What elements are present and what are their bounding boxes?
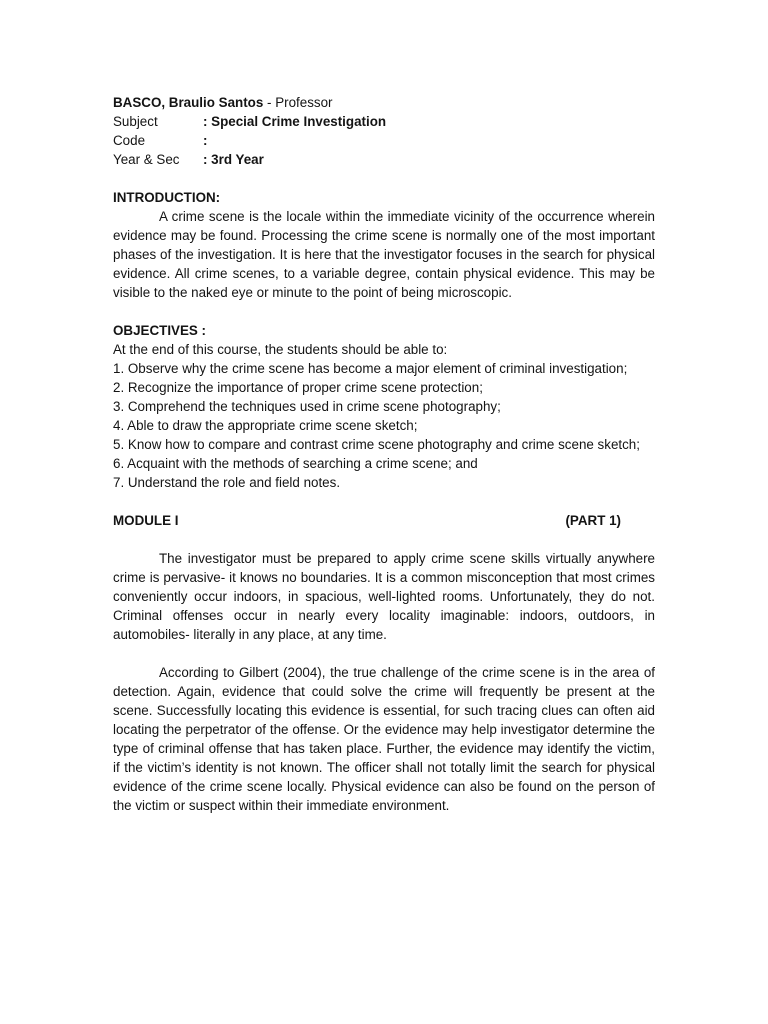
professor-role: - Professor [263, 95, 333, 110]
code-label: Code [113, 133, 146, 148]
module-paragraph: According to Gilbert (2004), the true challenge of the crime scene is in the area of detection. Again, evidence that could solve the crime will frequently be present at the scene. Successfully locating this evidence is essential, for such tracing clues can often aid locating the perpetrator of the offense. Or the evidence may help investigator determine the type of criminal offense that has taken place. Further, the evidence may identify the victim, if the victim’s identity is not known. The officer shall not totally limit the search for physical evidence of the crime scene locally. Physical evidence can also be found on the person of the victim or suspect within their immediate environment. [113, 665, 655, 813]
year-value: : 3rd Year [203, 152, 264, 167]
objective-item: 2. Recognize the importance of proper crime scene protection; [113, 380, 483, 395]
objective-item: 5. Know how to compare and contrast crime scene photography and crime scene sketch; [113, 437, 640, 452]
document-page [113, 93, 655, 815]
introduction-heading: INTRODUCTION: [113, 190, 221, 205]
code-value: : [203, 133, 208, 148]
module-section [113, 511, 655, 815]
objectives-lead: At the end of this course, the students should be able to: [113, 342, 448, 357]
module-title: MODULE I [113, 513, 179, 528]
introduction-section [113, 188, 655, 302]
subject-label: Subject [113, 114, 158, 129]
year-row [113, 150, 655, 169]
header-block [113, 93, 655, 169]
module-paragraph: The investigator must be prepared to apply crime scene skills virtually anywhere crime is pervasive- it knows no boundaries. It is a common misconception that most crimes conveniently occur indoors, in spacious, well-lighted rooms. Unfortunately, they do not. Criminal offenses occur in nearly every locality imaginable: indoors, outdoors, in automobiles- literally in any place, at any time. [113, 551, 655, 642]
code-row [113, 131, 655, 150]
year-label: Year & Sec [113, 152, 180, 167]
subject-value: : Special Crime Investigation [203, 114, 387, 129]
module-heading-row [113, 511, 655, 530]
objectives-section [113, 321, 655, 492]
objective-item: 6. Acquaint with the methods of searching a crime scene; and [113, 456, 478, 471]
objective-item: 4. Able to draw the appropriate crime scene sketch; [113, 418, 418, 433]
subject-row [113, 112, 655, 131]
professor-name: BASCO, Braulio Santos [113, 95, 264, 110]
objectives-heading: OBJECTIVES : [113, 323, 207, 338]
module-part: (PART 1) [565, 513, 621, 528]
objective-item: 3. Comprehend the techniques used in crime scene photography; [113, 399, 501, 414]
objective-item: 1. Observe why the crime scene has become a major element of criminal investigation; [113, 361, 628, 376]
professor-line [113, 93, 655, 112]
objective-item: 7. Understand the role and field notes. [113, 475, 341, 490]
objectives-list [113, 359, 655, 492]
introduction-text: A crime scene is the locale within the immediate vicinity of the occurrence wherein evidence may be found. Processing the crime scene is normally one of the most important phases of the investigation. It is here that the investigator focuses in the search for physical evidence. All crime scenes, to a variable degree, contain physical evidence. This may be visible to the naked eye or minute to the point of being microscopic. [113, 209, 655, 300]
